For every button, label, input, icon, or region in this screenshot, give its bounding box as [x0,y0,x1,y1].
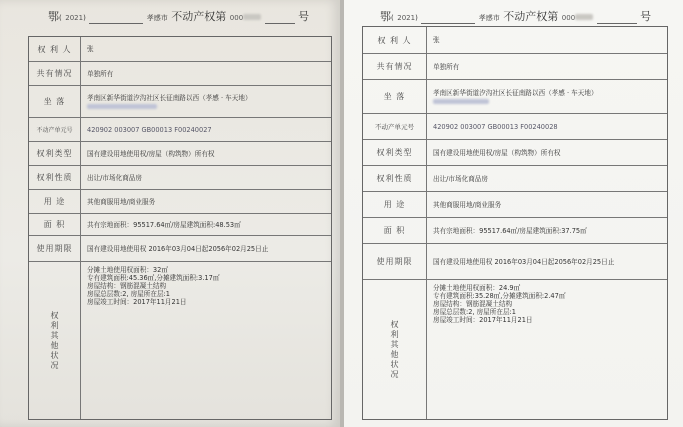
row-right-nature [363,165,667,191]
row-coownership [363,53,667,79]
province-abbr: 鄂 [48,10,59,23]
other-line: 房屋结构：钢筋混凝土结构 [433,300,513,308]
coownership-label: 共有情况 [363,54,427,79]
right-nature-value: 出让/市场化商品房 [87,173,142,182]
right-type-value: 国有建设用地使用权/房屋（构筑物）所有权 [433,148,561,157]
row-period [29,235,331,261]
certificate-title: 不动产权第 [171,10,227,23]
period-label: 使用期限 [29,236,81,261]
area-value: 共有宗地面积：95517.64㎡/房屋建筑面积:48.53㎡ [87,220,241,229]
unit-number-value: 420902 003007 GB00013 F00240027 [87,125,212,134]
row-right-type [29,141,331,165]
location-label: 坐 落 [363,80,427,113]
other-line: 房屋竣工时间：2017年11月21日 [433,316,533,324]
row-owner [363,27,667,53]
year: 2021 [397,14,416,22]
right-nature-label: 权利性质 [363,166,427,191]
owner-value: 张 [433,36,440,44]
other-line: 专有建筑面积:35.28㎡,分摊建筑面积:2.47㎡ [433,292,566,300]
coownership-label: 共有情况 [29,62,81,85]
use-label: 用 途 [29,190,81,213]
row-unit-number [29,117,331,141]
row-area [363,217,667,243]
certificate-page-left [0,0,340,427]
row-period [363,243,667,279]
row-other-status [363,279,667,419]
right-nature-value: 出让/市场化商品房 [433,174,488,183]
redacted-address [433,99,489,104]
other-line: 房屋总层数:2, 房屋所在层:1 [87,290,170,298]
unit-number-value: 420902 003007 GB00013 F00240028 [433,122,558,131]
coownership-value: 单独所有 [433,62,460,71]
other-status-value [81,262,331,419]
right-type-label: 权利类型 [29,142,81,165]
unit-number-label: 不动产单元号 [29,118,81,141]
certificate-number: 000 [561,14,576,22]
owner-label: 权 利 人 [363,27,427,53]
period-label: 使用期限 [363,244,427,279]
other-line: 房屋竣工时间：2017年11月21日 [87,298,187,306]
period-value: 国有建设用地使用权 2016年03月04日起2056年02月25日止 [433,257,615,266]
right-nature-label: 权利性质 [29,166,81,189]
other-status-label: 权利其他状况 [363,280,427,419]
certificate-header: 鄂( 2021) 孝感市 不动产权第 000 号 [380,10,652,23]
year: 2021 [65,14,84,22]
other-line: 分摊土地使用权面积：32㎡ [87,266,168,274]
location-value: 孝南区新华街道汐沟社区长征南路以西（孝感 · 车天地） [433,89,598,97]
province-abbr: 鄂 [380,10,391,23]
row-coownership [29,61,331,85]
certificate-title: 不动产权第 [503,10,559,23]
certificate-number: 000 [229,14,244,22]
area-label: 面 积 [29,214,81,235]
row-location [363,79,667,113]
other-line: 分摊土地使用权面积：24.9㎡ [433,284,521,292]
row-right-nature [29,165,331,189]
right-type-label: 权利类型 [363,140,427,165]
redacted-address [87,104,157,109]
other-line: 专有建筑面积:45.36㎡,分摊建筑面积:3.17㎡ [87,274,220,282]
area-value: 共有宗地面积：95517.64㎡/房屋建筑面积:37.75㎡ [433,226,587,235]
location-value: 孝南区新华街道汐沟社区长征南路以西（孝感 · 车天地） [87,94,252,102]
row-owner [29,37,331,61]
row-location [29,85,331,117]
location-label: 坐 落 [29,86,81,117]
row-area [29,213,331,235]
row-use [363,191,667,217]
coownership-value: 单独所有 [87,69,114,78]
unit-number-label: 不动产单元号 [363,114,427,139]
owner-value: 张 [87,45,94,53]
row-other-status [29,261,331,419]
row-use [29,189,331,213]
row-unit-number [363,113,667,139]
city: 孝感市 [478,14,500,22]
use-label: 用 途 [363,192,427,217]
right-type-value: 国有建设用地使用权/房屋（构筑物）所有权 [87,149,215,158]
row-right-type [363,139,667,165]
other-line: 房屋总层数:2, 房屋所在层:1 [433,308,516,316]
owner-label: 权 利 人 [29,37,81,61]
redacted-number [575,14,593,20]
suffix: 号 [298,10,310,23]
period-value: 国有建设用地使用权 2016年03月04日起2056年02月25日止 [87,244,269,253]
use-value: 其他商服用地/商业服务 [87,197,156,206]
other-status-label: 权利其他状况 [29,262,81,419]
area-label: 面 积 [363,218,427,243]
redacted-number [243,14,261,20]
city: 孝感市 [146,14,168,22]
other-status-value [427,280,667,419]
other-line: 房屋结构：钢筋混凝土结构 [87,282,167,290]
certificate-form [28,36,332,420]
certificate-form [362,26,668,420]
use-value: 其他商服用地/商业服务 [433,200,502,209]
certificate-header: 鄂( 2021) 孝感市 不动产权第 000 号 [48,10,310,23]
certificate-page-right [344,0,683,427]
suffix: 号 [640,10,652,23]
